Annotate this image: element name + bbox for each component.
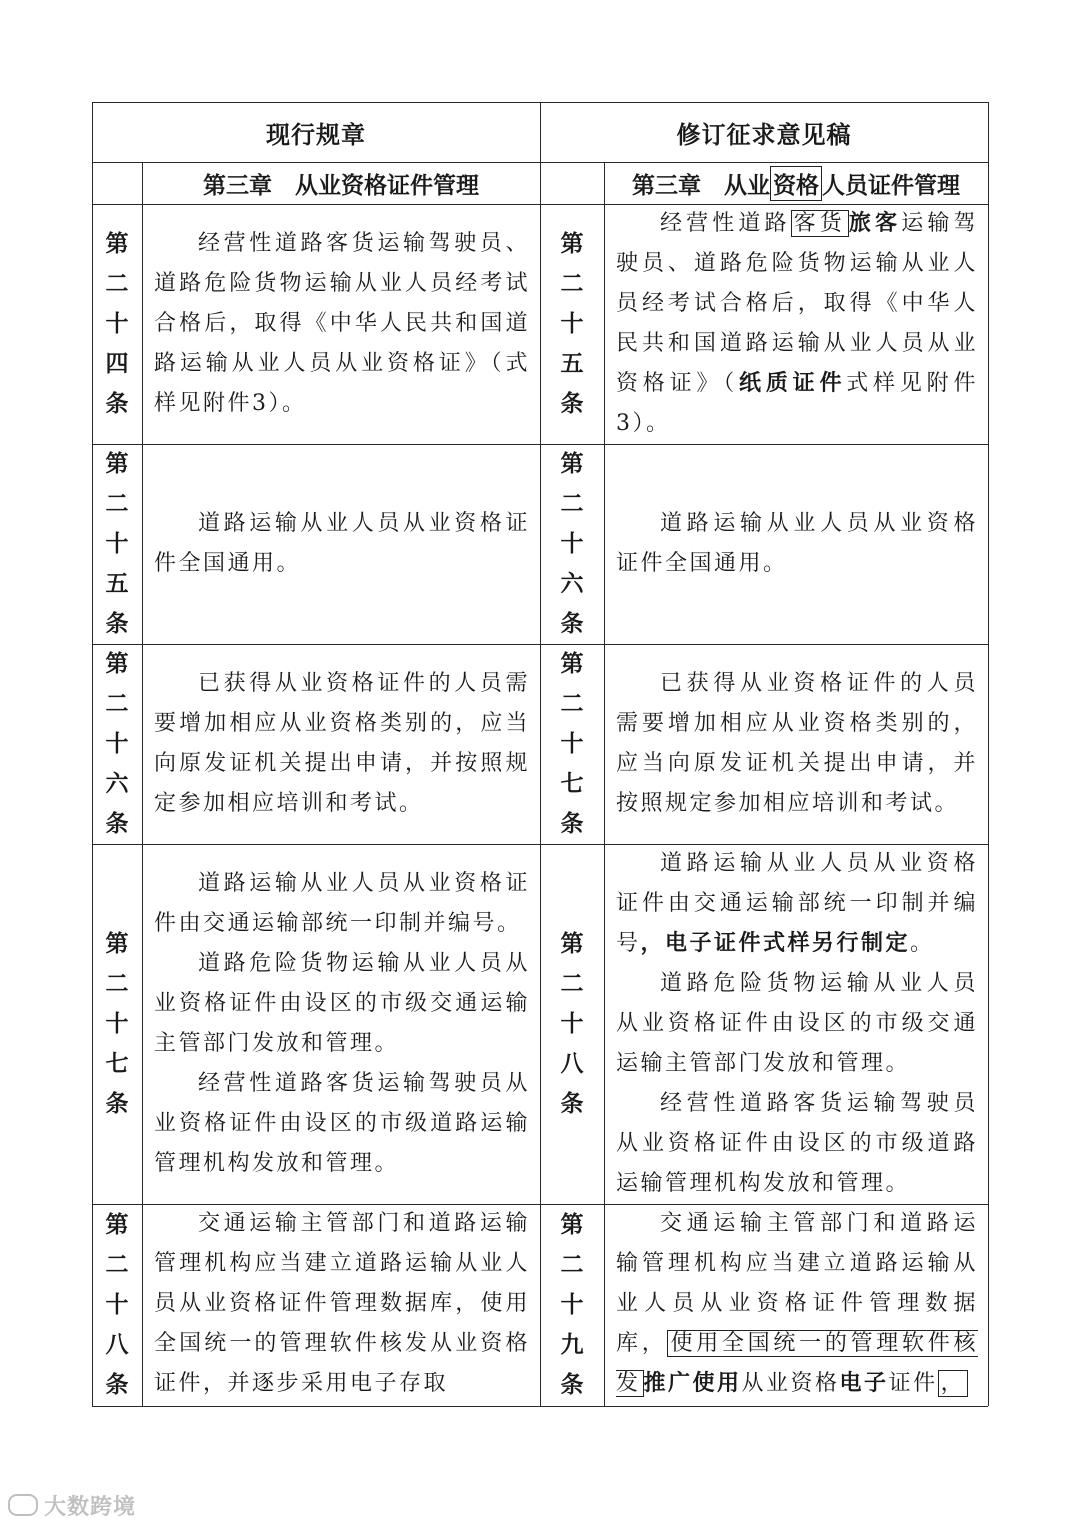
added-text-bold: 旅客 bbox=[848, 211, 902, 236]
article-text-left-28: 交通运输主管部门和道路运输管理机构应当建立道路运输从业人员从业资格证件管理数据库，使用全国统一的管理软件核发从业资格证件，并逐步采用电子存取 bbox=[154, 1211, 530, 1396]
chapter-revised-prefix: 第三章 从业 bbox=[632, 172, 770, 199]
article-text-left-26: 已获得从业资格证件的人员需要增加相应从业资格类别的，应当向原发证机关提出申请，并按照规定参加相应培训和考试。 bbox=[154, 671, 530, 816]
header-current-rules: 现行规章 bbox=[266, 120, 366, 149]
article-number-right-26: 第 二 十 六 条 bbox=[560, 451, 584, 637]
deleted-text-box: 客货 bbox=[791, 210, 849, 237]
article-text-left-27: 道路运输从业人员从业资格证件由交通运输部统一印制并编号。 道路危险货物运输从业人员从业资格证件由设区的市级交通运输主管部门发放和管理。 经营性道路客货运输驾驶员从业资格证件由设区的市级道路运输管理机构发放和管理。 bbox=[154, 871, 530, 1176]
article-text-left-25: 道路运输从业人员从业资格证件全国通用。 bbox=[154, 511, 530, 576]
article-text-right-29: 交通运输主管部门和道路运输管理机构应当建立道路运输从业人员从业资格证件管理数据库， 使用全国统一的管理软件核发 推广使用从业资格电子证件 ， bbox=[616, 1211, 978, 1396]
header-revision-draft: 修订征求意见稿 bbox=[676, 120, 852, 149]
article-text-right-28: 道路运输从业人员从业资格证件由交通运输部统一印制并编号，电子证件式样另行制定。 道路危险货物运输从业人员从业资格证件由设区的市级交通运输主管部门发放和管理。 经营性道路客货运输驾驶员从业资格证件由设区的市级道路运输管理机构发放和管理。 bbox=[616, 851, 978, 1196]
article-number-right-27: 第 二 十 七 条 bbox=[560, 651, 584, 837]
added-text-bold: ，电子证件式样另行制定 bbox=[640, 931, 911, 956]
article-number-left-24: 第 二 十 四 条 bbox=[105, 231, 129, 417]
article-text-right-25: 经营性道路 客货 旅客运输驾驶员、道路危险货物运输从业人员经考试合格后，取得《中华人民共和国道路运输从业人员从业资格证》（纸质证件式样见附件3）。 bbox=[616, 211, 978, 436]
added-text-bold: 电子 bbox=[839, 1371, 889, 1396]
article-text-right-27: 已获得从业资格证件的人员需要增加相应从业资格类别的，应当向原发证机关提出申请，并按照规定参加相应培训和考试。 bbox=[616, 671, 978, 816]
deleted-text-box: 使用全国统一的管理软件核发 bbox=[616, 1331, 978, 1396]
chapter-title-revised bbox=[604, 162, 988, 204]
article-number-left-26: 第 二 十 六 条 bbox=[105, 651, 129, 837]
article-text-left-24: 经营性道路客货运输驾驶员、道路危险货物运输从业人员经考试合格后，取得《中华人民共和国道路运输从业人员从业资格证》（式样见附件3）。 bbox=[154, 231, 530, 416]
chapter-revised-suffix: 人员证件管理 bbox=[822, 172, 960, 199]
article-number-left-25: 第 二 十 五 条 bbox=[105, 451, 129, 637]
article-number-right-28: 第 二 十 八 条 bbox=[560, 931, 584, 1117]
article-number-right-25: 第 二 十 五 条 bbox=[560, 231, 584, 417]
article-text-right-26: 道路运输从业人员从业资格证件全国通用。 bbox=[616, 511, 978, 576]
deleted-text-box: ， bbox=[938, 1370, 969, 1397]
added-text-bold: 纸质证件 bbox=[739, 371, 847, 396]
added-text-bold: 推广使用 bbox=[643, 1371, 742, 1396]
article-number-left-27: 第 二 十 七 条 bbox=[105, 931, 129, 1117]
article-number-right-29: 第 二 十 九 条 bbox=[560, 1212, 584, 1398]
chapter-revised-boxed: 资格 bbox=[770, 166, 822, 201]
article-number-left-28: 第 二 十 八 条 bbox=[105, 1212, 129, 1398]
comparison-table bbox=[92, 102, 988, 1406]
watermark: 大数跨境 bbox=[8, 1490, 136, 1521]
chapter-title-current: 第三章 从业资格证件管理 bbox=[203, 172, 479, 199]
watermark-logo-icon bbox=[8, 1494, 38, 1516]
